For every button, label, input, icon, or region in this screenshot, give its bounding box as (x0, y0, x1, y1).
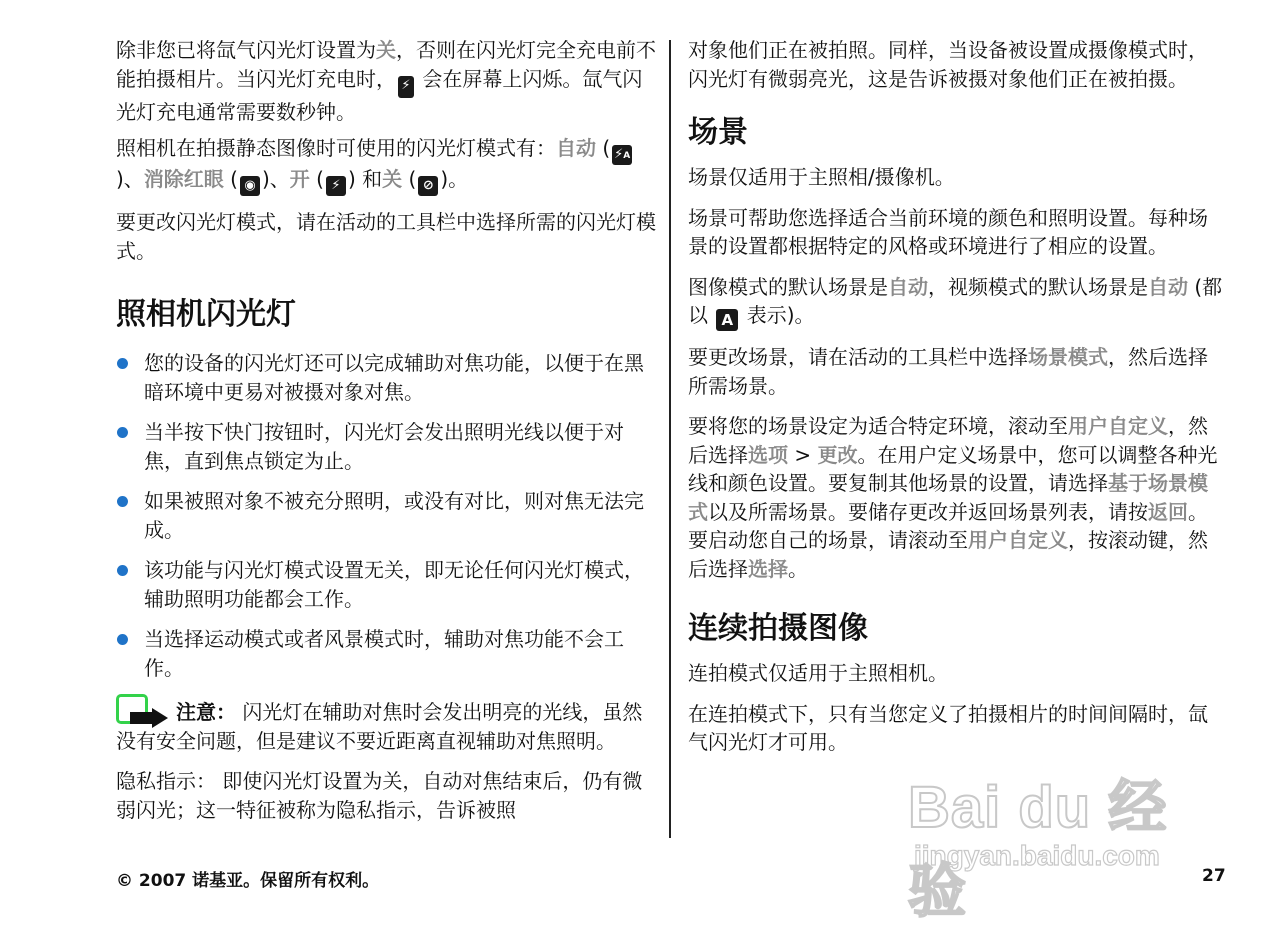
keyword-user-defined: 用户自定义 (1068, 414, 1168, 438)
heading-camera-flash: 照相机闪光灯 (116, 297, 296, 332)
heading-burst: 连续拍摄图像 (688, 611, 868, 646)
paragraph-burst-1: 连拍模式仅适用于主照相机。 (688, 661, 948, 685)
note-text: 注意： 闪光灯在辅助对焦时会发出明亮的光线，虽然没有安全问题，但是建议不要近距离直视辅助对焦照明。 (116, 700, 643, 753)
keyword-on: 开 (289, 167, 310, 191)
keyword-change: 更改 (817, 442, 858, 467)
flash-charging-icon: ⚡ (398, 76, 414, 98)
list-item: 该功能与闪光灯模式设置无关，即无论任何闪光灯模式，辅助照明功能都会工作。 (116, 556, 656, 613)
keyword-auto: 自动 (1148, 274, 1188, 299)
auto-scene-icon: A (716, 309, 738, 331)
keyword-red-eye: 消除红眼 (143, 167, 224, 191)
paragraph-flash-charge: 除非您已将氙气闪光灯设置为关，否则在闪光灯完全充电前不能拍摄相片。当闪光灯充电时， ⚡ 会在屏幕上闪烁。氙气闪光灯充电通常需要数秒钟。 (116, 38, 656, 124)
note-title: 注意： (176, 700, 236, 724)
keyword-scene-mode: 场景模式 (1028, 345, 1108, 369)
keyword-auto: 自动 (888, 274, 928, 299)
bullet-dot (117, 427, 128, 438)
footer-copyright: © 2007 诺基亚。保留所有权利。 (116, 871, 380, 891)
keyword-back: 返回 (1148, 499, 1188, 524)
bullet-dot (117, 358, 128, 369)
flash-on-icon: ⚡ (326, 176, 346, 196)
column-divider (669, 40, 671, 838)
paragraph-flash-modes: 照相机在拍摄静态图像时可使用的闪光灯模式有：自动 ( ⚡A)、消除红眼 ( ◉ )、开 ( ⚡ ) 和关 ( ⊘ )。 (116, 134, 656, 196)
paragraph-scene-1: 场景仅适用于主照相/摄像机。 (688, 165, 955, 189)
paragraph-privacy: 隐私指示： 即使闪光灯设置为关，自动对焦结束后，仍有微弱闪光；这一特征被称为隐私指示，告诉被照 (116, 769, 643, 822)
list-item: 当半按下快门按钮时，闪光灯会发出照明光线以便于对焦，直到焦点锁定为止。 (116, 418, 656, 475)
keyword-off-2: 关 (382, 167, 403, 191)
keyword-user-defined-2: 用户自定义 (968, 528, 1068, 552)
keyword-based-on-scene: 基于场景模式 (688, 471, 1208, 524)
paragraph-burst-2: 在连拍模式下，只有当您定义了拍摄相片的时间间隔时，氙气闪光灯才可用。 (688, 701, 1208, 754)
bullet-list (116, 349, 656, 682)
list-item: 如果被照对象不被充分照明，或没有对比，则对焦无法完成。 (116, 487, 656, 544)
watermark-brand: Bai du 经验 (908, 775, 1168, 924)
keyword-auto: 自动 (556, 136, 596, 160)
watermark-url: jingyan.baidu.com (914, 840, 1160, 871)
paragraph-change-mode: 要更改闪光灯模式，请在活动的工具栏中选择所需的闪光灯模式。 (116, 210, 656, 263)
flash-off-icon: ⊘ (418, 176, 438, 196)
keyword-select: 选择 (748, 556, 788, 581)
paragraph-scene-3: 图像模式的默认场景是自动，视频模式的默认场景是自动 (都以 A 表示)。 (688, 274, 1223, 329)
paragraph-scene-5: 要将您的场景设定为适合特定环境，滚动至用户自定义，然后选择选项 > 更改。在用户定义场景中，您可以调整各种光线和颜色设置。要复制其他场景的设置，请选择基于场景模式以及所需场景。要储存更改并返回场景列表，请按返回。要启动您自己的场景，请滚动至用户自定义，按滚动键，然后选择选择。 (688, 414, 1218, 581)
page-number: 27 (1202, 866, 1226, 886)
note-hand-icon (116, 694, 156, 732)
left-column (116, 36, 656, 836)
keyword-off: 关 (376, 38, 396, 62)
list-item: 您的设备的闪光灯还可以完成辅助对焦功能，以便于在黑暗环境中更易对被摄对象对焦。 (116, 349, 656, 406)
paragraph-continuation: 对象他们正在被拍照。同样，当设备被设置成摄像模式时，闪光灯有微弱亮光，这是告诉被摄对象他们正在被拍摄。 (688, 38, 1208, 91)
baidu-watermark (908, 760, 1208, 924)
paragraph-scene-4: 要更改场景，请在活动的工具栏中选择场景模式，然后选择所需场景。 (688, 345, 1208, 398)
bullet-dot (117, 634, 128, 645)
flash-auto-icon: ⚡A (612, 145, 632, 165)
red-eye-icon: ◉ (240, 176, 260, 196)
paragraph-scene-2: 场景可帮助您选择适合当前环境的颜色和照明设置。每种场景的设置都根据特定的风格或环境进行了相应的设置。 (688, 205, 1208, 258)
keyword-options: 选项 (748, 442, 788, 467)
list-item: 当选择运动模式或者风景模式时，辅助对焦功能不会工作。 (116, 625, 656, 682)
heading-scenes: 场景 (688, 115, 748, 150)
note-box (116, 698, 656, 755)
right-column (688, 36, 1223, 769)
bullet-dot (117, 565, 128, 576)
bullet-dot (117, 496, 128, 507)
